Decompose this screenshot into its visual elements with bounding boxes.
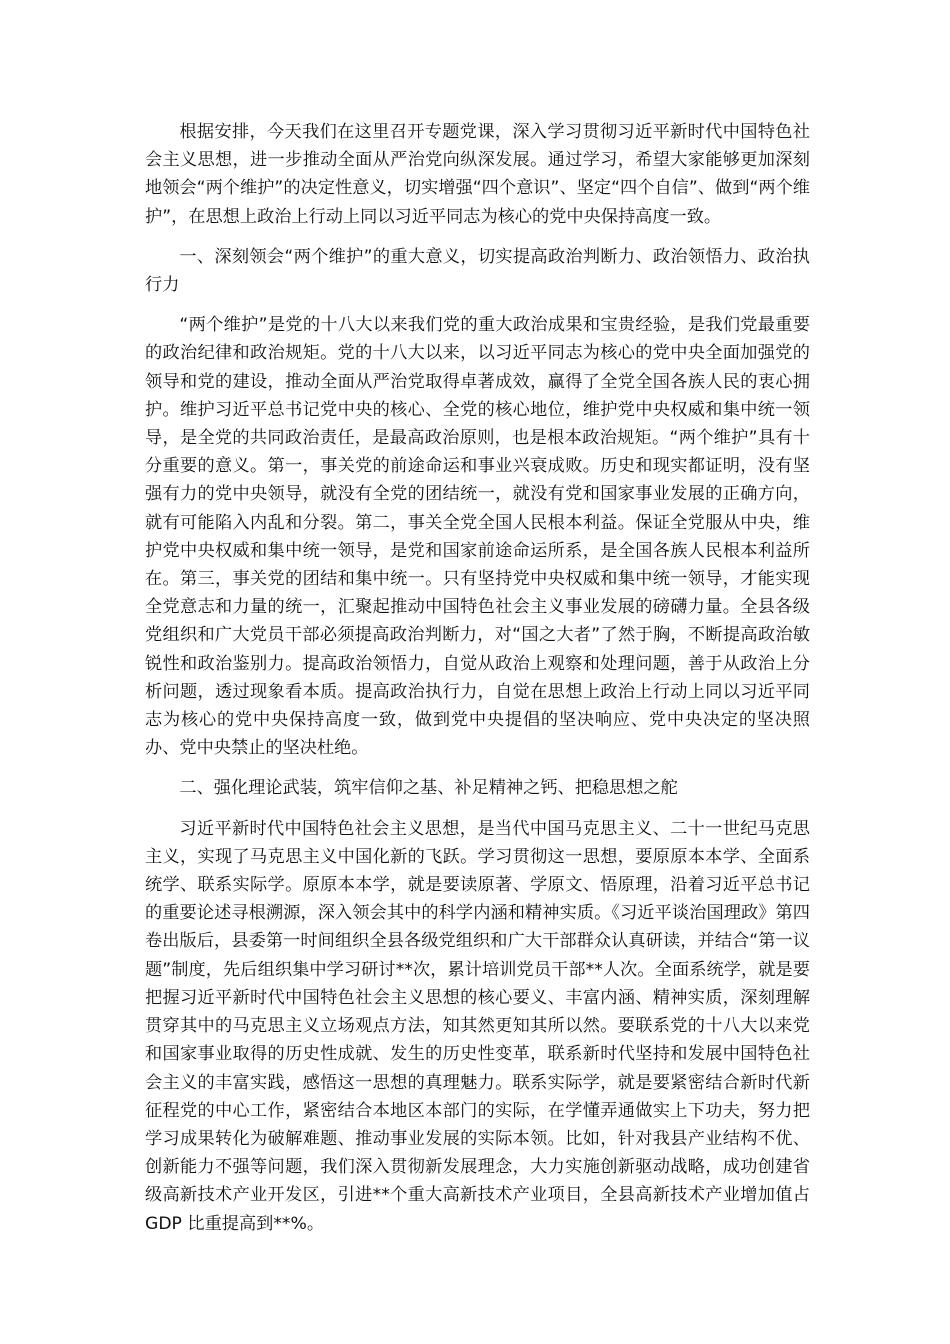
intro-paragraph: 根据安排，今天我们在这里召开专题党课，深入学习贯彻习近平新时代中国特色社会主义思想，进一步推动全面从严治党向纵深发展。通过学习，希望大家能够更加深刻地领会“两个维护”的决定性意义，切实增强“四个意识”、坚定“四个自信”、做到“两个维护”，在思想上政治上行动上同以习近平同志为核心的党中央保持高度一致。 [145, 122, 810, 227]
section-1-paragraph: “两个维护”是党的十八大以来我们党的重大政治成果和宝贵经验，是我们党最重要的政治纪律和政治规矩。党的十八大以来，以习近平同志为核心的党中央全面加强党的领导和党的建设，推动全面从严治党取得卓著成效，赢得了全党全国各族人民的衷心拥护。维护习近平总书记党中央的核心、全党的核心地位，维护党中央权威和集中统一领导，是全党的共同政治责任，是最高政治原则，也是根本政治规矩。“两个维护”具有十分重要的意义。第一，事关党的前途命运和事业兴衰成败。历史和现实都证明，没有坚强有力的党中央领导，就没有全党的团结统一，就没有党和国家事业发展的正确方向，就有可能陷入内乱和分裂。第二，事关全党全国人民根本利益。保证全党服从中央，维护党中央权威和集中统一领导，是党和国家前途命运所系，是全国各族人民根本利益所在。第三，事关党的团结和集中统一。只有坚持党中央权威和集中统一领导，才能实现全党意志和力量的统一，汇聚起推动中国特色社会主义事业发展的磅礴力量。全县各级党组织和广大党员干部必须提高政治判断力，对“国之大者”了然于胸，不断提高政治敏锐性和政治鉴别力。提高政治领悟力，自觉从政治上观察和处理问题，善于从政治上分析问题，透过现象看本质。提高政治执行力，自觉在思想上政治上行动上同以习近平同志为核心的党中央保持高度一致，做到党中央提倡的坚决响应、党中央决定的坚决照办、党中央禁止的坚决杜绝。 [145, 315, 810, 759]
document-body [145, 118, 810, 1250]
section-2-paragraph: 习近平新时代中国特色社会主义思想，是当代中国马克思主义、二十一世纪马克思主义，实现了马克思主义中国化新的飞跃。学习贯彻这一思想，要原原本本学、全面系统学、联系实际学。原原本本学，就是要读原著、学原文、悟原理，沿着习近平总书记的重要论述寻根溯源，深入领会其中的科学内涵和精神实质。《习近平谈治国理政》第四卷出版后，县委第一时间组织全县各级党组织和广大干部群众认真研读，并结合“第一议题”制度，先后组织集中学习研讨**次，累计培训党员干部**人次。全面系统学，就是要把握习近平新时代中国特色社会主义思想的核心要义、丰富内涵、精神实质，深刻理解贯穿其中的马克思主义立场观点方法，知其然更知其所以然。要联系党的十八大以来党和国家事业取得的历史性成就、发生的历史性变革，联系新时代坚持和发展中国特色社会主义的丰富实践，感悟这一思想的真理魅力。联系实际学，就是要紧密结合新时代新征程党的中心工作，紧密结合本地区本部门的实际，在学懂弄通做实上下功夫，努力把学习成果转化为破解难题、推动事业发展的实际本领。比如，针对我县产业结构不优、创新能力不强等问题，我们深入贯彻新发展理念，大力实施创新驱动战略，成功创建省级高新技术产业开发区，引进**个重大高新技术产业项目，全县高新技术产业增加值占 GDP 比重提高到**%。 [145, 818, 810, 1234]
section-heading-2: 二、强化理论武装，筑牢信仰之基、补足精神之钙、把稳思想之舵 [179, 778, 678, 799]
section-heading-1: 一、深刻领会“两个维护”的重大意义，切实提高政治判断力、政治领悟力、政治执行力 [145, 246, 810, 296]
